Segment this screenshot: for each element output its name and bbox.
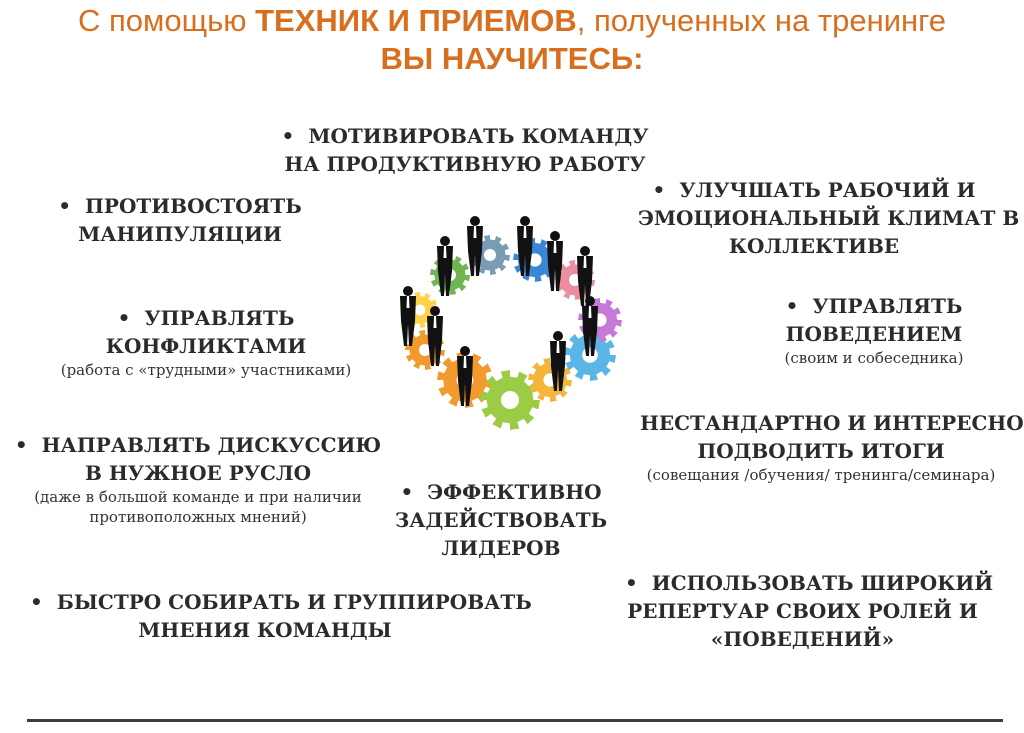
bullet: • — [30, 590, 43, 614]
item-note: (своим и собеседника) — [784, 349, 964, 367]
bullet: • — [14, 433, 28, 457]
item-text: ЭМОЦИОНАЛЬНЫЙ КЛИМАТ В — [638, 206, 1020, 230]
bullet: • — [58, 194, 72, 218]
title-line-2 — [0, 40, 1024, 78]
gear-hub — [484, 249, 496, 261]
business-people-on-gears-illustration — [380, 205, 640, 430]
item-text: УПРАВЛЯТЬ — [144, 306, 295, 330]
item-motivate — [280, 122, 650, 178]
footer-divider — [27, 719, 1003, 722]
item-note: (даже в большой команде и при наличии — [34, 488, 362, 506]
item-main-line — [12, 431, 384, 459]
item-text: НАПРАВЛЯТЬ ДИСКУССИЮ — [41, 433, 382, 457]
item-text: МОТИВИРОВАТЬ КОМАНДУ — [308, 124, 649, 148]
item-text: КОНФЛИКТАМИ — [105, 334, 307, 358]
title-emphasis: ВЫ НАУЧИТЕСЬ: — [380, 41, 644, 76]
item-main-line — [638, 176, 990, 204]
item-text: РЕПЕРТУАР СВОИХ РОЛЕЙ И — [627, 599, 978, 623]
item-main-line — [50, 192, 310, 220]
item-text: НА ПРОДУКТИВНУЮ РАБОТУ — [284, 152, 646, 176]
item-main-line — [740, 292, 1008, 320]
item-main-line — [625, 569, 994, 597]
item-climate — [638, 176, 1020, 260]
item-text: ЗАДЕЙСТВОВАТЬ — [394, 508, 608, 532]
gear-hub — [415, 305, 426, 316]
item-text: ЭФФЕКТИВНО — [427, 480, 602, 504]
page-title — [0, 2, 1024, 78]
item-summary — [640, 409, 1024, 485]
title-bold-phrase: ТЕХНИК И ПРИЕМОВ — [255, 3, 577, 38]
title-suffix: , полученных на тренинге — [576, 3, 946, 38]
item-note: (совещания /обучения/ тренинга/семинара) — [646, 466, 996, 484]
item-discussion — [12, 431, 384, 527]
item-main-line — [280, 122, 650, 150]
item-text: ПРОТИВОСТОЯТЬ — [85, 194, 302, 218]
item-text: «ПОВЕДЕНИЙ» — [710, 627, 895, 651]
bullet: • — [281, 124, 295, 148]
bullet: • — [625, 571, 638, 595]
item-text: БЫСТРО СОБИРАТЬ И ГРУППИРОВАТЬ — [56, 590, 532, 614]
item-main-line — [30, 588, 532, 616]
item-text: УПРАВЛЯТЬ — [812, 294, 963, 318]
item-note: (работа с «трудными» участниками) — [60, 361, 352, 379]
item-text: МНЕНИЯ КОМАНДЫ — [138, 618, 392, 642]
item-text: ЛИДЕРОВ — [441, 536, 561, 560]
item-conflicts — [20, 304, 392, 380]
gear-hub — [501, 391, 519, 409]
bullet: • — [652, 178, 666, 202]
bullet: • — [117, 306, 131, 330]
item-text: ПОДВОДИТЬ ИТОГИ — [697, 439, 945, 463]
item-behavior — [740, 292, 1008, 368]
item-text: УЛУЧШАТЬ РАБОЧИЙ И — [679, 178, 976, 202]
item-leaders — [385, 478, 617, 562]
item-text: ИСПОЛЬЗОВАТЬ ШИРОКИЙ — [651, 571, 994, 595]
item-text: ПОВЕДЕНИЕМ — [785, 322, 963, 346]
item-main-line — [20, 304, 392, 332]
title-prefix: С помощью — [77, 3, 247, 38]
item-text: КОЛЛЕКТИВЕ — [728, 234, 900, 258]
gear-hub — [582, 347, 598, 363]
item-text: В НУЖНОЕ РУСЛО — [84, 461, 312, 485]
item-text: НЕСТАНДАРТНО И ИНТЕРЕСНО — [640, 411, 1024, 435]
item-text: МАНИПУЛЯЦИИ — [78, 222, 282, 246]
item-roles — [625, 569, 994, 653]
title-line-1 — [0, 2, 1024, 40]
item-note: противоположных мнений) — [89, 508, 307, 526]
bullet: • — [785, 294, 799, 318]
item-resist-manipulation — [50, 192, 310, 248]
bullet: • — [400, 480, 414, 504]
item-main-line — [385, 478, 617, 506]
item-opinions — [30, 588, 532, 644]
